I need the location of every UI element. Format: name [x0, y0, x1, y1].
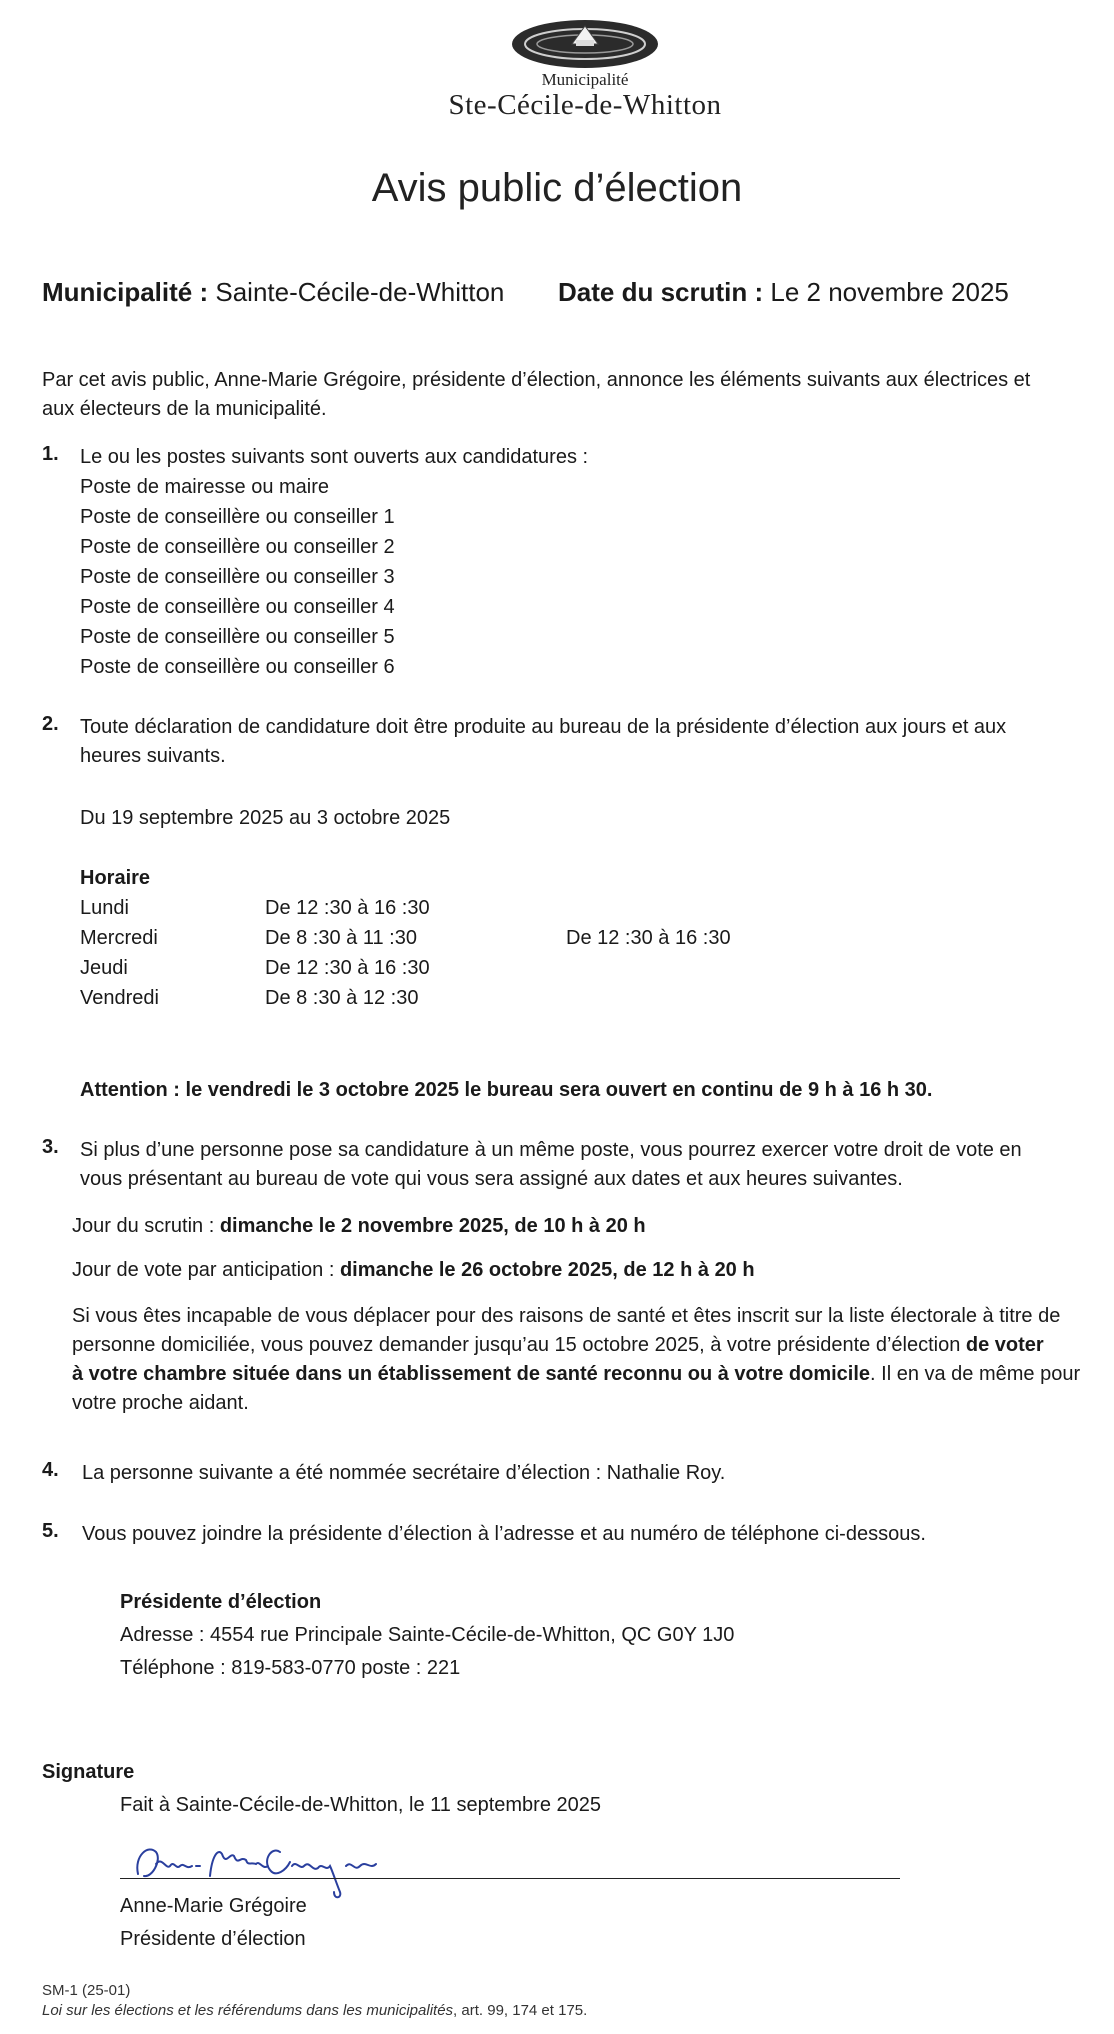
- health-line-2-bold: de voter: [965, 1334, 1044, 1356]
- health-line-2: [72, 1331, 1044, 1359]
- ballot-day-value: dimanche le 2 novembre 2025, de 10 h à 20 h: [219, 1215, 646, 1237]
- post-item: Poste de conseillère ou conseiller 6: [80, 656, 395, 678]
- section-3-line-1: Si plus d’une personne pose sa candidature à un même poste, vous pourrez exercer votre droit de vote en: [80, 1139, 1022, 1161]
- schedule-day: Jeudi: [80, 957, 128, 979]
- section-3-number: 3.: [42, 1136, 59, 1158]
- post-item: Poste de conseillère ou conseiller 4: [80, 596, 395, 618]
- signature-place-date: Fait à Sainte-Cécile-de-Whitton, le 11 septembre 2025: [120, 1794, 601, 1816]
- schedule-slot: De 8 :30 à 12 :30: [265, 987, 419, 1009]
- municipality-logo: [420, 14, 750, 129]
- section-2-number: 2.: [42, 713, 59, 735]
- schedule-slot: De 8 :30 à 11 :30: [265, 927, 417, 949]
- health-line-3-bold: à votre chambre située dans un établissement de santé reconnu ou à votre domicile: [72, 1363, 871, 1385]
- health-line-1: Si vous êtes incapable de vous déplacer pour des raisons de santé et êtes inscrit sur la liste électorale à titre de: [72, 1305, 1061, 1327]
- contact-address: Adresse : 4554 rue Principale Sainte-Cécile-de-Whitton, QC G0Y 1J0: [120, 1624, 735, 1646]
- logo-subtitle: Municipalité: [541, 70, 629, 89]
- form-code: SM-1 (25-01): [42, 1982, 131, 1999]
- law-reference: [42, 2002, 587, 2019]
- filing-period: Du 19 septembre 2025 au 3 octobre 2025: [80, 807, 451, 829]
- section-4-text: La personne suivante a été nommée secrétaire d’élection : Nathalie Roy.: [82, 1462, 726, 1484]
- section-1-lead: Le ou les postes suivants sont ouverts aux candidatures :: [80, 446, 589, 468]
- post-item: Poste de conseillère ou conseiller 2: [80, 536, 395, 558]
- page-title: Avis public d’élection: [371, 166, 743, 210]
- health-line-3-text: . Il en va de même pour: [870, 1363, 1081, 1385]
- post-item: Poste de conseillère ou conseiller 3: [80, 566, 395, 588]
- schedule-slot: De 12 :30 à 16 :30: [265, 957, 430, 979]
- signature-line: [120, 1878, 900, 1879]
- intro-line-2: aux électeurs de la municipalité.: [42, 398, 327, 420]
- logo-title: Ste-Cécile-de-Whitton: [448, 89, 722, 121]
- schedule-slot: De 12 :30 à 16 :30: [265, 897, 430, 919]
- law-title: Loi sur les élections et les référendums dans les municipalités: [42, 2002, 454, 2019]
- logo-emblem-icon: [510, 14, 660, 70]
- ballot-day-line: [72, 1212, 646, 1240]
- municipality-value: Sainte-Cécile-de-Whitton: [215, 277, 505, 307]
- attention-notice: Attention : le vendredi le 3 octobre 2025 le bureau sera ouvert en continu de 9 h à 16 h 30.: [80, 1079, 933, 1101]
- post-item: Poste de conseillère ou conseiller 5: [80, 626, 395, 648]
- intro-line-1: Par cet avis public, Anne-Marie Grégoire, présidente d’élection, annonce les éléments suivants aux électrices et: [42, 369, 1031, 391]
- schedule-day: Lundi: [80, 897, 129, 919]
- advance-vote-line: [72, 1256, 755, 1284]
- schedule-heading: Horaire: [80, 867, 151, 889]
- health-line-4: votre proche aidant.: [72, 1392, 249, 1414]
- ballot-date-line: [558, 277, 1009, 308]
- municipality-line: [42, 277, 504, 308]
- law-articles: , art. 99, 174 et 175.: [453, 2002, 588, 2019]
- contact-phone: Téléphone : 819-583-0770 poste : 221: [120, 1657, 461, 1679]
- advance-vote-label: Jour de vote par anticipation :: [72, 1259, 340, 1281]
- section-2-line-2: heures suivants.: [80, 745, 226, 767]
- section-5-number: 5.: [42, 1520, 59, 1542]
- ballot-day-label: Jour du scrutin :: [72, 1215, 220, 1237]
- schedule-day: Mercredi: [80, 927, 158, 949]
- health-line-3: [72, 1360, 1080, 1388]
- schedule-day: Vendredi: [80, 987, 159, 1009]
- signature-heading: Signature: [42, 1761, 135, 1783]
- section-1-number: 1.: [42, 443, 59, 465]
- section-2-line-1: Toute déclaration de candidature doit être produite au bureau de la présidente d’élection aux jours et aux: [80, 716, 1007, 738]
- section-3-line-2: vous présentant au bureau de vote qui vous sera assigné aux dates et aux heures suivantes.: [80, 1168, 903, 1190]
- schedule-slot: De 12 :30 à 16 :30: [566, 927, 731, 949]
- section-5-text: Vous pouvez joindre la présidente d’élection à l’adresse et au numéro de téléphone ci-dessous.: [82, 1523, 926, 1545]
- health-line-2-text: personne domiciliée, vous pouvez demander jusqu’au 15 octobre 2025, à votre présidente d’élection: [72, 1334, 966, 1356]
- post-item: Poste de mairesse ou maire: [80, 476, 330, 498]
- contact-heading: Présidente d’élection: [120, 1591, 322, 1613]
- ballot-date-value: Le 2 novembre 2025: [770, 277, 1009, 307]
- section-4-number: 4.: [42, 1459, 59, 1481]
- signatory-role: Présidente d’élection: [120, 1928, 306, 1950]
- advance-vote-value: dimanche le 26 octobre 2025, de 12 h à 20 h: [339, 1259, 755, 1281]
- post-item: Poste de conseillère ou conseiller 1: [80, 506, 395, 528]
- ballot-date-label: Date du scrutin :: [558, 277, 764, 307]
- signatory-name: Anne-Marie Grégoire: [120, 1895, 307, 1917]
- municipality-label: Municipalité :: [42, 277, 209, 307]
